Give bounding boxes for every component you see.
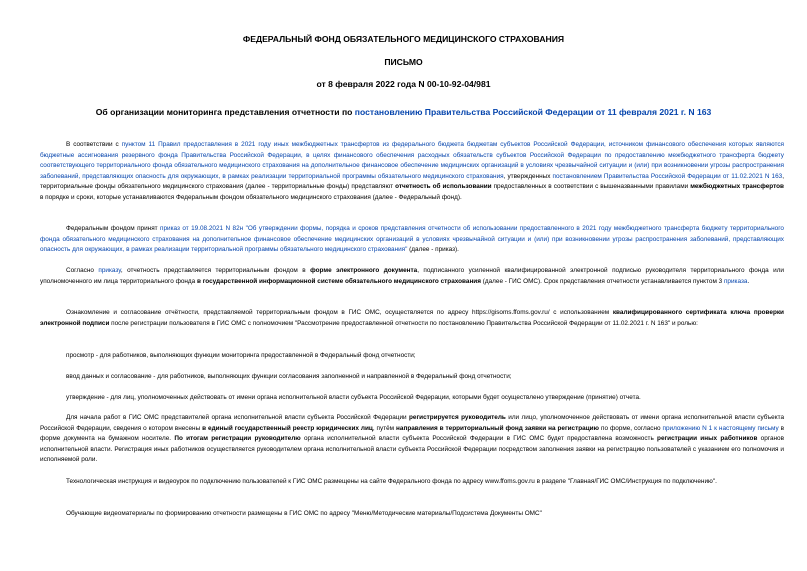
role-item-approve: утверждение - для лиц, уполномоченных действовать от имени органа исполнительной власти субъекта Российской Федерации, которыми будет осуществлено утверждение (принятие) отчета. — [66, 394, 641, 401]
order-link-2[interactable]: приказа — [723, 277, 748, 285]
order-link[interactable]: приказу — [98, 267, 121, 274]
paragraph-3: Согласно приказу, отчетность представляется территориальным фондом в форме электронного документа, подписанного усиленной квалифицированной электронной подписью руководителя территориального фонда или уполномоченного им лица территориального фонда в государственной информационной системе обязательного медицинского страхования (далее - ГИС ОМС). Срок представления отчетности устанавливается пунктом 3 приказа. — [40, 267, 785, 285]
appendix-1-link[interactable]: приложению N 1 к настоящему письму — [662, 424, 779, 432]
document-date-number: от 8 февраля 2022 года N 00-10-92-04/981 — [316, 79, 491, 89]
paragraph-5: Для начала работ в ГИС ОМС представителей органа исполнительной власти субъекта Российской Федерации регистрируется руководитель или лицо, уполномоченное действовать от имени органа исполнительной власти субъекта Российской Федерации, сведения о котором внесены в единый государственный реестр юридических лиц, путём направления в территориальный фонд заявки на регистрацию по форме, согласно приложению N 1 к настоящему письму в форме документа на бумажном носителе. По итогам регистрации руководителю органа исполнительной власти субъекта Российской Федерации в ГИС ОМС будет предоставлена возможность регистрации иных работников органов исполнительной власти. Регистрация иных работников осуществляется руководителем органа исполнительной власти субъекта Российской Федерации посредством заполнения заявки на регистрацию пользователей с указанием его полномочия и исполняемой роли. — [40, 414, 785, 463]
document-type: ПИСЬМО — [384, 57, 423, 67]
paragraph-6: Технологическая инструкция и видеоурок по подключению пользователей к ГИС ОМС размещены на сайте Федерального фонда по адресу www.ffoms.gov.ru в разделе "Главная/ГИС ОМС/Инструкция по подключению". — [66, 478, 717, 485]
resolution-163-link[interactable]: постановлением Правительства Российской Федерации от 11.02.2021 N 163 — [552, 172, 783, 180]
title-resolution-link[interactable]: постановлению Правительства Российской Федерации от 11 февраля 2021 г. N 163 — [354, 107, 712, 117]
role-item-view: просмотр - для работников, выполняющих функции мониторинга предоставленной в Федеральный фонд отчетности; — [66, 352, 416, 359]
paragraph-1: В соответствии с пунктом 11 Правил предоставления в 2021 году иных межбюджетных трансфертов из федерального бюджета бюджетам субъектов Российской Федерации, источником финансового обеспечения которых являются бюджетные ассигнования резервного фонда Правительства Российской Федерации, в целях финансового обеспечения расходных обязательств субъектов Российской Федерации по предоставлению межбюджетного трансферта бюджету соответствующего территориального фонда обязательного медицинского страхования на дополнительное финансовое обеспечение медицинских организаций в условиях чрезвычайной ситуации и (или) при возникновении угрозы распространения заболеваний, представляющих опасность для окружающих, в рамках реализации территориальной программы обязательного медицинского страхования, утвержденных постановлением Правительства Российской Федерации от 11.02.2021 N 163, территориальные фонды обязательного медицинского страхования (далее - территориальные фонды) представляют отчетность об использовании предоставленных в соответствии с вышеназванными правилами межбюджетных трансфертов в порядке и сроки, которые устанавливаются Федеральным фондом обязательного медицинского страхования (далее - Федеральный фонд). — [40, 141, 784, 201]
title-prefix: Об организации мониторинга представления отчетности по — [95, 107, 355, 117]
rules-point-11-link[interactable]: пунктом 11 Правил предоставления в 2021 году иных межбюджетных трансфертов из федерального бюджета бюджетам субъектов Российской Федерации, источником финансового обеспечения которых являются бюджетные ассигнования резервного фонда Правительства Российской Федерации, в целях финансового обеспечения расходных обязательств субъектов Российской Федерации по предоставлению межбюджетного трансферта бюджету соответствующего территориального фонда обязательного медицинского страхования на дополнительное финансовое обеспечение медицинских организаций в условиях чрезвычайной ситуации и (или) при возникновении угрозы распространения заболеваний, представляющих опасность для окружающих, в рамках реализации территориальной программы обязательного медицинского страхования — [40, 141, 784, 180]
paragraph-7: Обучающие видеоматериалы по формированию отчетности размещены в ГИС ОМС по адресу "Меню/Методические материалы/Подсистема Документы ОМС" — [66, 510, 542, 517]
role-item-input: ввод данных и согласование - для работников, выполняющих функции согласования заполненной и направленной в Федеральный фонд отчетности; — [66, 373, 512, 380]
order-82n-link[interactable]: приказ от 19.08.2021 N 82н "Об утверждении формы, порядка и сроков представления отчетности об использовании предоставленного в 2021 году межбюджетного трансферта бюджету территориального фонда обязательного медицинского страхования на дополнительное финансовое обеспечение медицинских организаций в условиях чрезвычайной ситуации и (или) при возникновении угрозы распространения заболеваний, представляющих опасность для окружающих, в рамках реализации территориальной программы обязательного медицинского страхования" — [40, 225, 784, 253]
paragraph-2: Федеральным фондом принят приказ от 19.08.2021 N 82н "Об утверждении формы, порядка и сроков представления отчетности об использовании предоставленного в 2021 году межбюджетного трансферта бюджету территориального фонда обязательного медицинского страхования на дополнительное финансовое обеспечение медицинских организаций в условиях чрезвычайной ситуации и (или) при возникновении угрозы распространения заболеваний, представляющих опасность для окружающих, в рамках реализации территориальной программы обязательного медицинского страхования" (далее - приказ). — [40, 225, 784, 253]
paragraph-4: Ознакомление и согласование отчётности, представляемой территориальным фондом в ГИС ОМС, осуществляется по адресу https://gisoms.ffoms.gov.ru/ с использованием квалифицированного сертификата ключа проверки электронной подписи после регистрации пользователя в ГИС ОМС с полномочием "Рассмотрение предоставленной отчетности по постановлению Правительства Российской Федерации от 11.02.2021 г. N 163" и ролью: — [40, 309, 784, 327]
issuer-org: ФЕДЕРАЛЬНЫЙ ФОНД ОБЯЗАТЕЛЬНОГО МЕДИЦИНСКОГО СТРАХОВАНИЯ — [242, 34, 565, 44]
document-title — [0, 107, 807, 117]
